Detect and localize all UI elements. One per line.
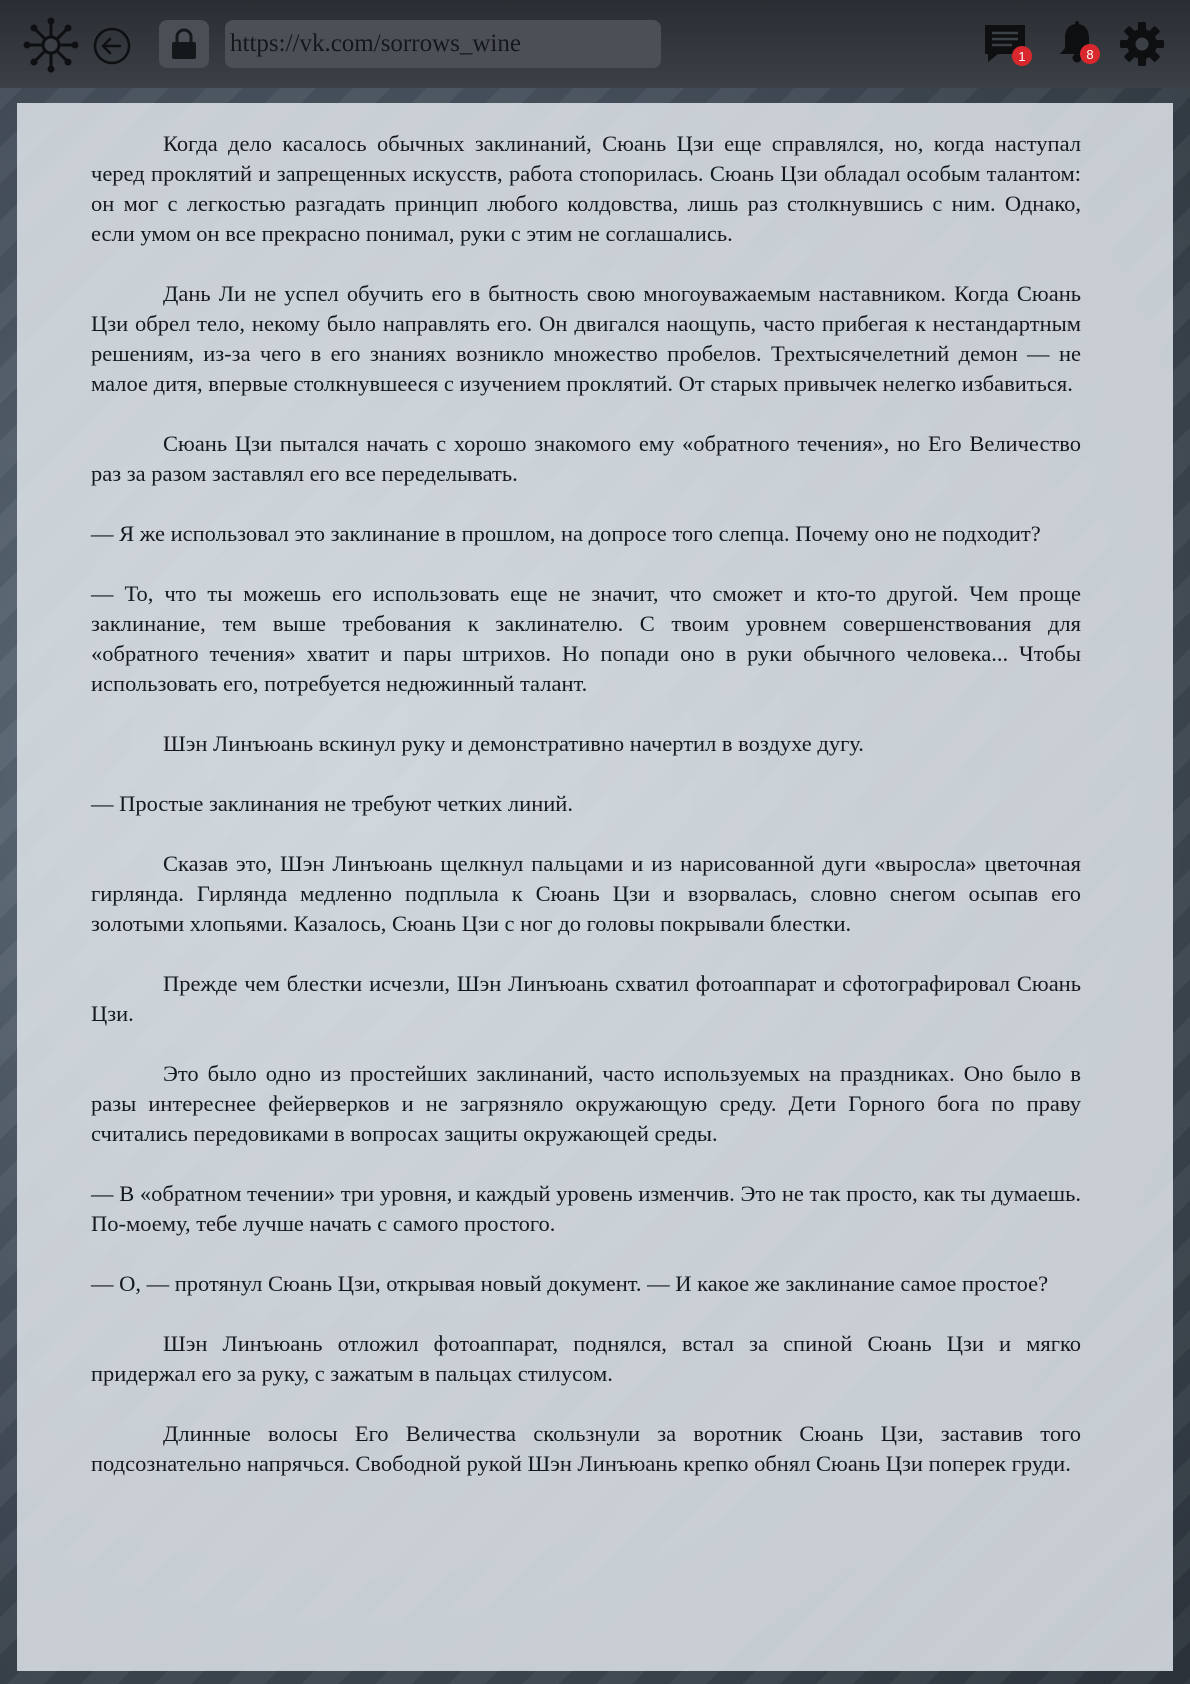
notifications-count-badge: 8 [1080,44,1100,64]
lock-button[interactable] [159,20,209,68]
browser-toolbar [0,0,1190,88]
dialogue-line: — О, — протянул Сюань Цзи, открывая новый документ. — И какое же заклинание самое простое? [91,1271,1049,1296]
address-bar-input[interactable] [225,20,661,68]
paragraph: Сказав это, Шэн Линъюань щелкнул пальцами и из нарисованной дуги «выросла» цветочная гирлянда. Гирлянда медленно подплыла к Сюань Цзи и взорвалась, словно снегом осыпав его золотыми хлопьями. Казалось, Сюань Цзи с ног до головы покрывали блестки. [91,851,1081,936]
paragraph: Это было одно из простейших заклинаний, часто используемых на праздниках. Оно было в разы интереснее фейерверков и не загрязняло окружающую среду. Дети Горного бога по праву считались передовиками в вопросах защиты окружающей среды. [91,1061,1081,1146]
paragraph: Прежде чем блестки исчезли, Шэн Линъюань схватил фотоаппарат и сфотографировал Сюань Цзи. [91,971,1081,1026]
reading-page [17,103,1173,1671]
paragraph: Дань Ли не успел обучить его в бытность свою многоуважаемым наставником. Когда Сюань Цзи обрел тело, некому было направлять его. Он двигался наощупь, часто прибегая к нестандартным решениям, из-за чего в его знаниях возникло множество пробелов. Трехтысячелетний демон — не малое дитя, впервые столкнувшееся с изучением проклятий. От старых привычек нелегко избавиться. [91,281,1081,396]
paragraph: Сюань Цзи пытался начать с хорошо знакомого ему «обратного течения», но Его Величество раз за разом заставлял его все переделывать. [91,431,1081,486]
messages-count-badge: 1 [1012,46,1032,66]
dialogue-line: — То, что ты можешь его использовать еще не значит, что сможет и кто-то другой. Чем проще заклинание, тем выше требования к заклинателю. С твоим уровнем совершенствования для «обратного течения» хватит и пары штрихов. Но попади оно в руки обычного человека... Чтобы использовать его, потребуется недюжинный талант. [91,581,1081,696]
dialogue-line: — Простые заклинания не требуют четких линий. [91,791,573,816]
dialogue-line: — В «обратном течении» три уровня, и каждый уровень изменчив. Это не так просто, как ты думаешь. По-моему, тебе лучше начать с самого простого. [91,1181,1081,1236]
network-hub-icon[interactable] [22,16,80,74]
paragraph: Шэн Линъюань отложил фотоаппарат, поднялся, встал за спиной Сюань Цзи и мягко придержал его за руку, с зажатым в пальцах стилусом. [91,1331,1081,1386]
paragraph: Шэн Линъюань вскинул руку и демонстративно начертил в воздухе дугу. [163,731,864,756]
lock-icon [169,27,199,61]
notifications-button[interactable] [1054,18,1100,66]
messages-button[interactable] [980,20,1030,66]
paragraph: Длинные волосы Его Величества скользнули за воротник Сюань Цзи, заставив того подсознательно напрячься. Свободной рукой Шэн Линъюань крепко обнял Сюань Цзи поперек груди. [91,1421,1081,1476]
gear-icon [1119,21,1165,67]
dialogue-line: — Я же использовал это заклинание в прошлом, на допросе того слепца. Почему оно не подходит? [91,521,1041,546]
arrow-left-circle-icon[interactable] [92,26,132,66]
url-text: https://vk.com/sorrows_wine [230,30,521,57]
settings-button[interactable] [1118,20,1166,68]
paragraph: Когда дело касалось обычных заклинаний, Сюань Цзи еще справлялся, но, когда наступал черед проклятий и запрещенных искусств, работа стопорилась. Сюань Цзи обладал особым талантом: он мог с легкостью разгадать принцип любого колдовства, лишь раз столкнувшись с ним. Однако, если умом он все прекрасно понимал, руки с этим не соглашались. [91,131,1081,246]
